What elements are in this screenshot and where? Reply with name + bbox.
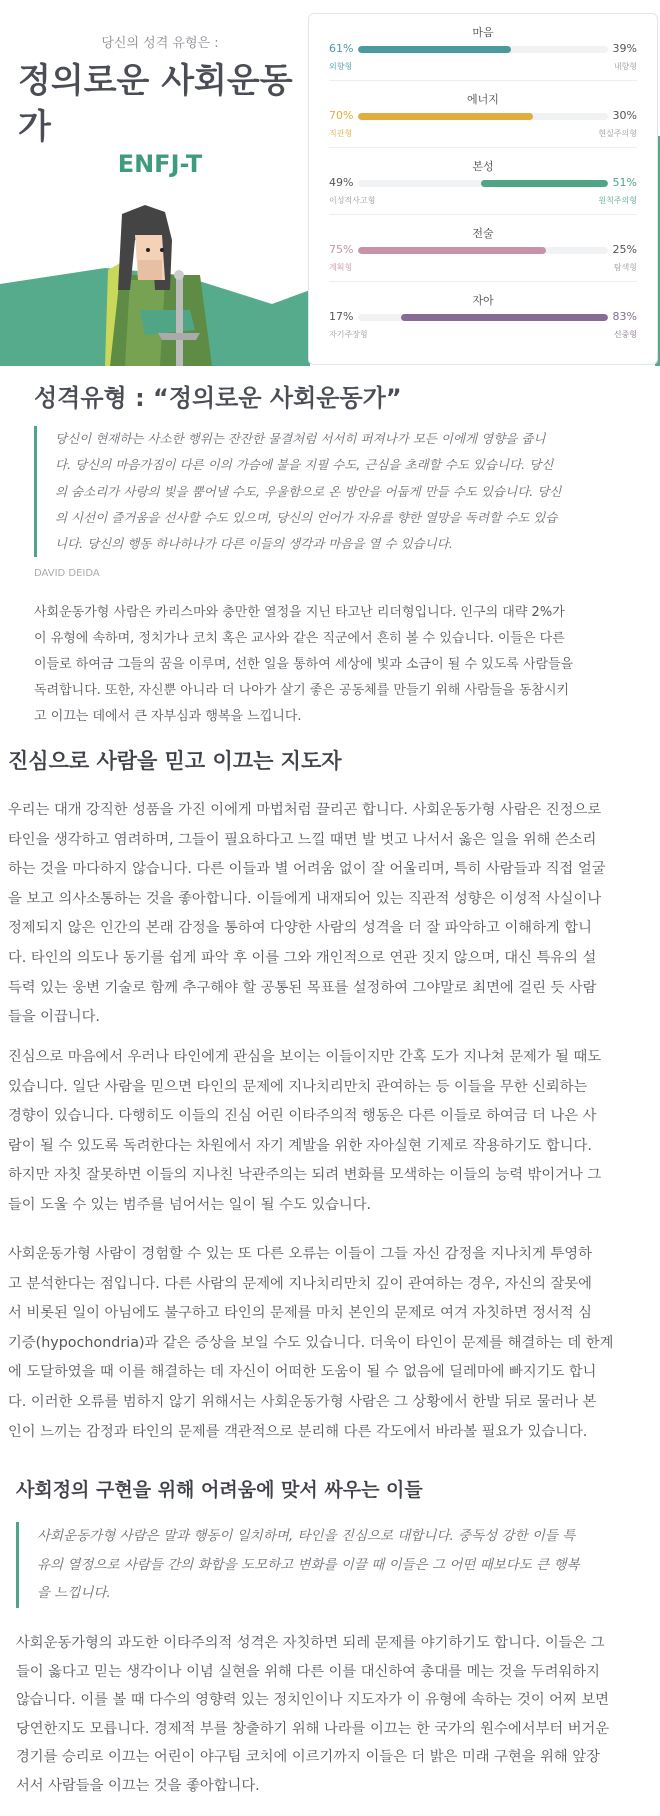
justice-quote-block: [16, 1522, 636, 1608]
text-line: 들이 옳다고 믿는 생각이나 이념 실현을 위해 다른 이를 대신하여 총대를 메는 것을 두려워하지: [16, 1663, 600, 1680]
trait-row: [329, 215, 637, 282]
text-line: 않습니다. 이를 볼 때 다수의 영향력 있는 정치인이나 지도자가 이 유형에 속하는 것이 어찌 보면: [16, 1692, 609, 1708]
text-line: 다. 당신의 마음가짐이 다른 이의 가슴에 불을 지필 수도, 근심을 초래할 수도 있습니다. 당신: [55, 457, 554, 473]
right-percent: 51%: [612, 176, 637, 189]
left-label: 자기주장형: [329, 330, 368, 339]
left-percent: 70%: [329, 109, 354, 122]
right-label: 원칙주의형: [598, 196, 637, 205]
justice-paragraph: [16, 1629, 609, 1800]
text-line: 사회운동가형 사람은 카리스마와 충만한 열정을 지닌 타고난 리더형입니다. 인구의 대략 2%가: [34, 605, 565, 620]
trait-bar: [358, 46, 608, 53]
quote-block: [34, 426, 594, 557]
text-line: 을 느낍니다.: [37, 1585, 111, 1601]
text-line: 독려합니다. 또한, 자신뿐 아니라 더 나아가 살기 좋은 공동체를 만들기 위해 사람들을 동참시키: [34, 683, 570, 698]
text-line: 당신이 현재하는 사소한 행위는 잔잔한 물결처럼 서서히 퍼져나가 모든 이에게 영향을 줍니: [55, 431, 546, 446]
left-label: 이성적사고형: [329, 196, 376, 205]
text-line: 사회운동가형 사람이 경험할 수 있는 또 다른 오류는 이들이 그들 자신 감정을 지나치게 투영하: [8, 1246, 592, 1262]
text-line: 의 시선이 즐거움을 선사할 수도 있으며, 당신의 언어가 자유를 향한 열망을 독려할 수도 있습: [55, 509, 558, 525]
trait-bar-fill: [401, 314, 609, 321]
trait-bar: [358, 314, 608, 321]
right-label: 내향형: [613, 62, 637, 71]
text-line: 정제되지 않은 인간의 본래 감정을 통하여 다양한 사람의 성격을 더 잘 파악하고 이해하게 합니: [8, 920, 592, 937]
trait-bar: [358, 180, 608, 187]
trait-name: 자아: [472, 294, 494, 307]
text-line: 경기를 승리로 이끄는 어린이 야구팀 코치에 이르기까지 이들은 더 밝은 미래 구현을 위해 앞장: [16, 1749, 600, 1765]
text-line: 우리는 대개 강직한 성품을 가진 이에게 마법처럼 끌리곤 합니다. 사회운동가형 사람은 진정으로: [8, 802, 602, 818]
intro-paragraph: [34, 600, 573, 730]
traits-card: [308, 13, 658, 365]
text-line: 서 비롯된 일이 아님에도 불구하고 타인의 문제를 마치 본인의 문제로 여겨 자칫하면 정서적 심: [8, 1305, 592, 1322]
right-label: 탐색형: [613, 263, 637, 272]
trait-row: [329, 148, 637, 215]
text-line: 타인을 생각하고 염려하며, 그들이 필요하다고 느낄 때면 발 벗고 나서서 옳은 일을 위해 쓴소리: [8, 831, 597, 848]
text-line: 있습니다. 일단 사람을 믿으면 타인의 문제에 지나치리만치 관여하는 등 이들을 무한 신뢰하는: [8, 1078, 588, 1095]
text-line: 득력 있는 웅변 기술로 함께 추구해야 할 공통된 목표를 설정하여 그야말로 최면에 걸린 듯 사람: [8, 979, 597, 996]
trait-name: 본성: [472, 160, 494, 173]
right-percent: 39%: [612, 42, 637, 55]
text-line: 당연한지도 모릅니다. 경제적 부를 창출하기 위해 나라를 이끄는 한 국가의 원수에서부터 버거운: [16, 1720, 610, 1737]
right-label: 현실주의형: [598, 129, 637, 138]
left-percent: 75%: [329, 243, 354, 256]
section-heading-type: 성격유형 : “정의로운 사회운동가”: [34, 384, 402, 412]
trait-name: 에너지: [467, 93, 499, 106]
text-line: 하지만 자칫 잘못하면 이들의 지나친 낙관주의는 되려 변화를 모색하는 이들의 능력 밖이거나 그: [8, 1167, 602, 1184]
right-percent: 83%: [612, 310, 637, 323]
text-line: 경향이 있습니다. 다행히도 이들의 진심 어린 이타주의적 행동은 다른 이들로 하여금 더 나은 사: [8, 1108, 597, 1125]
trait-row: [329, 81, 637, 148]
text-line: 하는 것을 마다하지 않습니다. 다른 이들과 별 어려움 없이 잘 어울리며, 특히 사람들과 직접 얼굴: [8, 861, 606, 878]
left-label: 계획형: [329, 263, 353, 272]
trait-bar-fill: [481, 180, 609, 187]
right-percent: 30%: [612, 109, 637, 122]
trait-name: 마음: [472, 26, 494, 39]
left-label: 외향형: [329, 62, 353, 71]
trait-bar-fill: [358, 113, 533, 120]
text-line: 을 보고 의사소통하는 것을 좋아합니다. 이들에게 내재되어 있는 직관적 성향은 이성적 사실이나: [8, 890, 602, 907]
text-line: 유의 열정으로 사람들 간의 화합을 도모하고 변화를 이끌 때 이들은 그 어떤 때보다도 큰 행복: [37, 1556, 580, 1573]
text-line: 들이 도울 수 있는 범주를 넘어서는 일이 될 수도 있습니다.: [8, 1196, 372, 1213]
text-line: 에 도달하였을 때 이를 해결하는 데 자신이 어떠한 도움이 될 수 없음에 딜레마에 빠지기도 합니: [8, 1364, 597, 1381]
trait-row: [329, 14, 637, 81]
left-percent: 17%: [329, 310, 354, 323]
left-percent: 49%: [329, 176, 354, 189]
left-label: 직관형: [329, 129, 353, 138]
right-percent: 25%: [612, 243, 637, 256]
trait-bar: [358, 113, 608, 120]
trait-bar: [358, 247, 608, 254]
trait-bar-fill: [358, 247, 546, 254]
text-line: 니다. 당신의 행동 하나하나가 다른 이들의 생각과 마음을 열 수 있습니다.: [55, 536, 453, 552]
section-heading-justice: 사회정의 구현을 위해 어려움에 맞서 싸우는 이들: [16, 1479, 423, 1501]
leader-paragraph-2: [8, 1043, 601, 1221]
right-label: 신중형: [613, 330, 637, 339]
quote-author: DAVID DEIDA: [34, 568, 100, 579]
section-heading-leader: 진심으로 사람을 믿고 이끄는 지도자: [8, 749, 342, 773]
result-header: [0, 0, 660, 366]
text-line: 람이 될 수 있도록 독려한다는 차원에서 자기 계발을 위한 자아실현 기제로 작용하기도 합니다.: [8, 1137, 592, 1154]
text-line: 사회운동가형 사람은 말과 행동이 일치하며, 타인을 진심으로 대합니다. 중독성 강한 이들 특: [37, 1528, 576, 1544]
trait-name: 전술: [472, 227, 494, 240]
personality-code: ENFJ-T: [117, 150, 203, 178]
leader-paragraph-1: [8, 796, 606, 1033]
text-line: 들을 이끕니다.: [8, 1009, 100, 1026]
text-line: 다. 이러한 오류를 범하지 않기 위해서는 사회운동가형 사람은 그 상황에서 한발 뒤로 물러나 본: [8, 1393, 597, 1410]
personality-title: 정의로운 사회운동가: [18, 61, 293, 147]
text-line: 서서 사람들을 이끄는 것을 좋아합니다.: [16, 1777, 260, 1794]
text-line: 의 숨소리가 사랑의 빛을 뿜어낼 수도, 우울함으로 온 방안을 어둡게 만들 수도 있습니다. 당신: [55, 483, 562, 499]
pre-title: 당신의 성격 유형은 :: [101, 36, 219, 51]
left-percent: 61%: [329, 42, 354, 55]
text-line: 다. 타인의 의도나 동기를 쉽게 파악 후 이를 그와 개인적으로 연관 짓지 않으며, 대신 특유의 설: [8, 949, 597, 966]
text-line: 이들로 하여금 그들의 꿈을 이루며, 선한 일을 통하여 세상에 빛과 소금이 될 수 있도록 사람들을: [34, 657, 574, 672]
trait-row: [329, 282, 637, 349]
text-line: 이 유형에 속하며, 정치가나 코치 혹은 교사와 같은 직군에서 흔히 볼 수 있습니다. 이들은 다른: [34, 631, 565, 646]
character-illustration-icon: [100, 200, 225, 366]
text-line: 고 분석한다는 점입니다. 다른 사람의 문제에 지나치리만치 깊이 관여하는 경우, 자신의 잘못에: [8, 1275, 592, 1292]
text-line: 사회운동가형의 과도한 이타주의적 성격은 자칫하면 되레 문제를 야기하기도 합니다. 이들은 그: [16, 1635, 605, 1651]
text-line: 인이 느끼는 감정과 타인의 문제를 객관적으로 분리해 다른 각도에서 바라볼 필요가 있습니다.: [8, 1423, 588, 1440]
leader-paragraph-3: [8, 1240, 613, 1447]
text-line: 기증(hypochondria)과 같은 증상을 보일 수도 있습니다. 더욱이 타인이 문제를 해결하는 데 한계: [8, 1334, 614, 1351]
text-line: 고 이끄는 데에서 큰 자부심과 행복을 느낍니다.: [34, 709, 302, 724]
trait-bar-fill: [358, 46, 511, 53]
text-line: 진심으로 마음에서 우러나 타인에게 관심을 보이는 이들이지만 간혹 도가 지나쳐 문제가 될 때도: [8, 1049, 602, 1065]
